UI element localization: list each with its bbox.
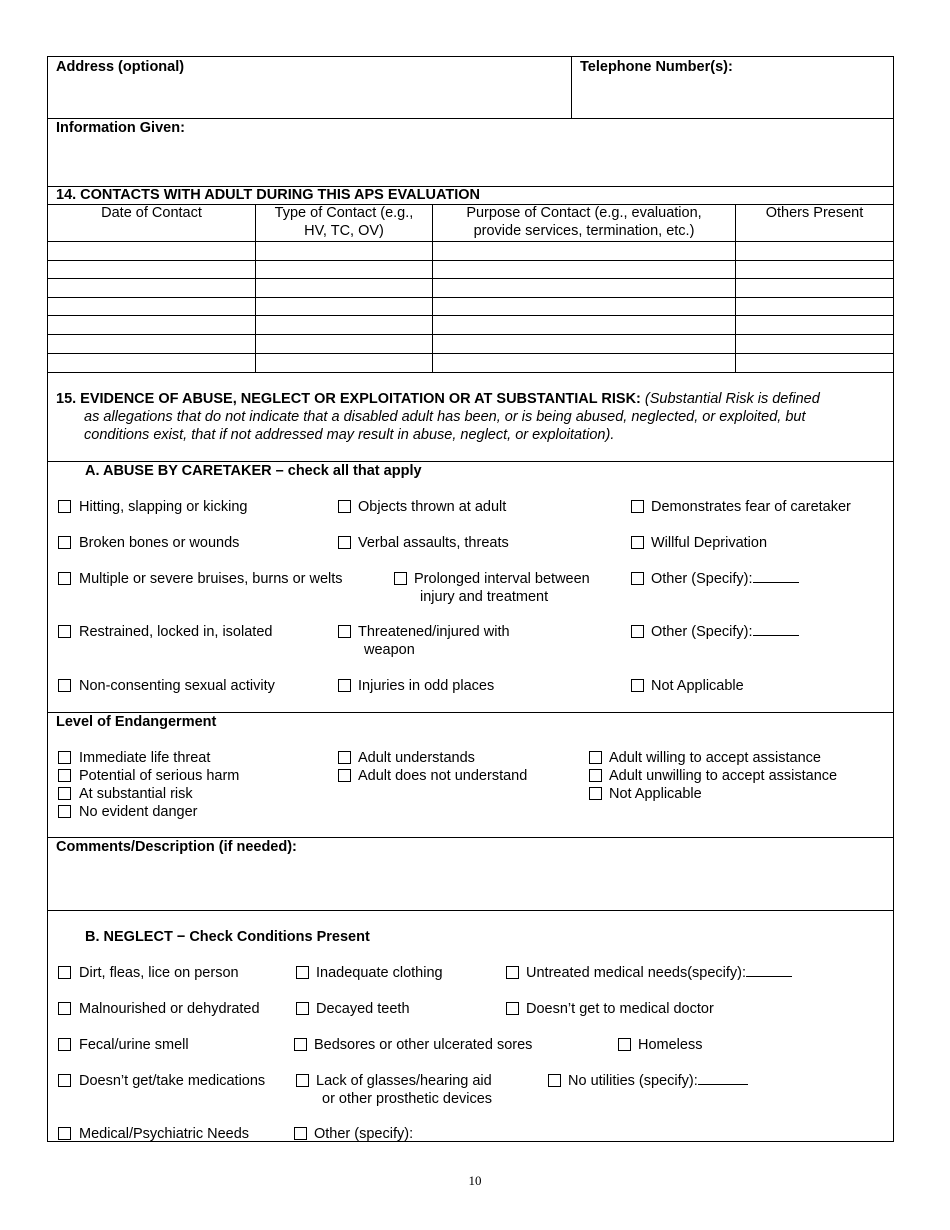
adult-does-not-understand-label: Adult does not understand <box>358 768 528 784</box>
malnourished-label: Malnourished or dehydrated <box>79 1001 260 1017</box>
no-evident-danger-label: No evident danger <box>79 804 198 820</box>
restrained-checkbox[interactable] <box>58 625 71 638</box>
no-utilities-blank[interactable] <box>698 1072 748 1085</box>
verbal-assaults-label: Verbal assaults, threats <box>358 535 509 551</box>
abuse-not-applicable-label: Not Applicable <box>651 678 744 694</box>
page-number: 10 <box>468 1173 482 1188</box>
comments-label: Comments/Description (if needed): <box>56 839 297 855</box>
medical-doctor-label: Doesn’t get to medical doctor <box>526 1001 714 1017</box>
substantial-risk-checkbox[interactable] <box>58 787 71 800</box>
other-specify-1-label <box>651 570 799 588</box>
willing-accept-assistance-label: Adult willing to accept assistance <box>609 750 821 766</box>
objects-thrown-label: Objects thrown at adult <box>358 499 507 515</box>
prolonged-interval-label-2: injury and treatment <box>420 589 549 605</box>
no-utilities-text: No utilities (specify): <box>568 1073 698 1089</box>
decayed-teeth-label: Decayed teeth <box>316 1001 410 1017</box>
abuse-heading: A. ABUSE BY CARETAKER – check all that apply <box>85 463 422 479</box>
other-specify-2-label <box>651 623 799 641</box>
other-specify-1-text: Other (Specify): <box>651 571 753 587</box>
broken-bones-checkbox[interactable] <box>58 536 71 549</box>
table-row <box>48 260 893 261</box>
telephone-label: Telephone Number(s): <box>580 59 733 75</box>
table-row <box>48 315 893 316</box>
section-15-title <box>56 390 891 444</box>
fear-of-caretaker-checkbox[interactable] <box>631 500 644 513</box>
table-row <box>48 353 893 354</box>
glasses-hearing-aid-label-2: or other prosthetic devices <box>322 1091 493 1107</box>
section-14-title: 14. CONTACTS WITH ADULT DURING THIS APS EVALUATION <box>56 187 480 203</box>
column-header-others-present: Others Present <box>765 205 864 221</box>
no-utilities-label <box>568 1072 748 1090</box>
information-given-label: Information Given: <box>56 120 185 136</box>
verbal-assaults-checkbox[interactable] <box>338 536 351 549</box>
address-label: Address (optional) <box>56 59 185 75</box>
bruises-label: Multiple or severe bruises, burns or welts <box>79 571 343 587</box>
immediate-life-threat-label: Immediate life threat <box>79 750 211 766</box>
medications-checkbox[interactable] <box>58 1074 71 1087</box>
unwilling-accept-assistance-label: Adult unwilling to accept assistance <box>609 768 838 784</box>
other-specify-2-text: Other (Specify): <box>651 624 753 640</box>
substantial-risk-label: At substantial risk <box>79 786 193 802</box>
glasses-hearing-aid-label: Lack of glasses/hearing aid <box>316 1073 492 1089</box>
psychiatric-needs-checkbox[interactable] <box>58 1127 71 1140</box>
divider <box>571 57 572 118</box>
psychiatric-needs-label: Medical/Psychiatric Needs <box>79 1126 250 1142</box>
no-utilities-checkbox[interactable] <box>548 1074 561 1087</box>
other-specify-1-checkbox[interactable] <box>631 572 644 585</box>
medications-label: Doesn’t get/take medications <box>79 1073 266 1089</box>
neglect-other-label: Other (specify): <box>314 1126 414 1142</box>
hitting-label: Hitting, slapping or kicking <box>79 499 248 515</box>
endangerment-not-applicable-label: Not Applicable <box>609 786 702 802</box>
table-row <box>48 297 893 298</box>
homeless-checkbox[interactable] <box>618 1038 631 1051</box>
untreated-medical-blank[interactable] <box>746 964 792 977</box>
column-header-purpose-line: provide services, termination, etc.) <box>473 223 695 239</box>
dirt-fleas-label: Dirt, fleas, lice on person <box>79 965 239 981</box>
fear-of-caretaker-label: Demonstrates fear of caretaker <box>651 499 851 515</box>
malnourished-checkbox[interactable] <box>58 1002 71 1015</box>
divider <box>48 910 893 911</box>
adult-understands-checkbox[interactable] <box>338 751 351 764</box>
willing-accept-assistance-checkbox[interactable] <box>589 751 602 764</box>
other-specify-2-checkbox[interactable] <box>631 625 644 638</box>
column-header-purpose <box>433 204 735 240</box>
endangerment-not-applicable-checkbox[interactable] <box>589 787 602 800</box>
objects-thrown-checkbox[interactable] <box>338 500 351 513</box>
table-row <box>48 372 893 373</box>
table-row <box>48 334 893 335</box>
adult-does-not-understand-checkbox[interactable] <box>338 769 351 782</box>
untreated-medical-checkbox[interactable] <box>506 966 519 979</box>
neglect-other-checkbox[interactable] <box>294 1127 307 1140</box>
glasses-hearing-aid-checkbox[interactable] <box>296 1074 309 1087</box>
other-specify-2-blank[interactable] <box>753 623 799 636</box>
inadequate-clothing-checkbox[interactable] <box>296 966 309 979</box>
no-evident-danger-checkbox[interactable] <box>58 805 71 818</box>
table-row <box>48 278 893 279</box>
section-15-heading: 15. EVIDENCE OF ABUSE, NEGLECT OR EXPLOITATION OR AT SUBSTANTIAL RISK: <box>56 391 641 407</box>
potential-serious-harm-checkbox[interactable] <box>58 769 71 782</box>
sexual-activity-label: Non-consenting sexual activity <box>79 678 275 694</box>
section-15-note: conditions exist, that if not addressed may result in abuse, neglect, or exploitation). <box>84 427 615 443</box>
bruises-checkbox[interactable] <box>58 572 71 585</box>
willful-deprivation-checkbox[interactable] <box>631 536 644 549</box>
divider <box>735 204 736 372</box>
column-header-type-line: HV, TC, OV) <box>304 223 384 239</box>
untreated-medical-label <box>526 964 792 982</box>
restrained-label: Restrained, locked in, isolated <box>79 624 273 640</box>
threatened-weapon-label-2: weapon <box>364 642 415 658</box>
sexual-activity-checkbox[interactable] <box>58 679 71 692</box>
fecal-smell-checkbox[interactable] <box>58 1038 71 1051</box>
prolonged-interval-checkbox[interactable] <box>394 572 407 585</box>
threatened-weapon-label: Threatened/injured with <box>358 624 510 640</box>
medical-doctor-checkbox[interactable] <box>506 1002 519 1015</box>
other-specify-1-blank[interactable] <box>753 570 799 583</box>
inadequate-clothing-label: Inadequate clothing <box>316 965 443 981</box>
potential-serious-harm-label: Potential of serious harm <box>79 768 240 784</box>
homeless-label: Homeless <box>638 1037 703 1053</box>
column-header-type <box>256 204 432 240</box>
bedsores-label: Bedsores or other ulcerated sores <box>314 1037 533 1053</box>
dirt-fleas-checkbox[interactable] <box>58 966 71 979</box>
unwilling-accept-assistance-checkbox[interactable] <box>589 769 602 782</box>
section-15-note: (Substantial Risk is defined <box>644 391 820 407</box>
decayed-teeth-checkbox[interactable] <box>296 1002 309 1015</box>
section-15-note: as allegations that do not indicate that a disabled adult has been, or is being abused, neglected, or exploited, but <box>84 409 806 425</box>
adult-understands-label: Adult understands <box>358 750 475 766</box>
untreated-medical-text: Untreated medical needs(specify): <box>526 965 747 981</box>
threatened-weapon-checkbox[interactable] <box>338 625 351 638</box>
column-header-purpose-line: Purpose of Contact (e.g., evaluation, <box>466 205 702 221</box>
injuries-odd-places-checkbox[interactable] <box>338 679 351 692</box>
broken-bones-label: Broken bones or wounds <box>79 535 240 551</box>
column-header-type-line: Type of Contact (e.g., <box>274 205 414 221</box>
table-row <box>48 241 893 242</box>
endangerment-heading: Level of Endangerment <box>56 714 217 730</box>
hitting-checkbox[interactable] <box>58 500 71 513</box>
aps-evaluation-form <box>47 56 894 1142</box>
willful-deprivation-label: Willful Deprivation <box>651 535 768 551</box>
neglect-heading: B. NEGLECT − Check Conditions Present <box>85 929 370 945</box>
divider <box>432 204 433 372</box>
divider <box>255 204 256 372</box>
column-header-date: Date of Contact <box>101 205 202 221</box>
prolonged-interval-label: Prolonged interval between <box>414 571 590 587</box>
immediate-life-threat-checkbox[interactable] <box>58 751 71 764</box>
injuries-odd-places-label: Injuries in odd places <box>358 678 495 694</box>
abuse-not-applicable-checkbox[interactable] <box>631 679 644 692</box>
fecal-smell-label: Fecal/urine smell <box>79 1037 189 1053</box>
bedsores-checkbox[interactable] <box>294 1038 307 1051</box>
